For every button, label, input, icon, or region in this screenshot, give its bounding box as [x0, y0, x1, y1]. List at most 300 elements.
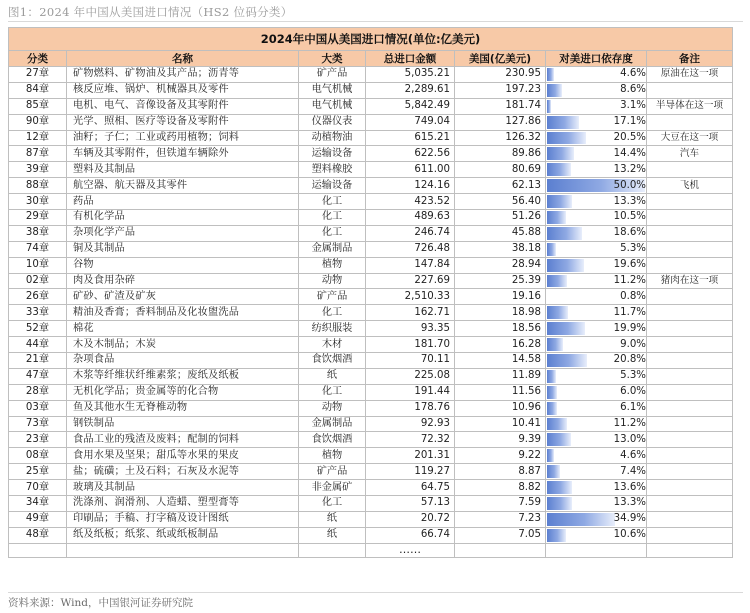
header-total: 总进口金额 [366, 51, 455, 67]
dependency-bar [547, 418, 567, 431]
table-row [9, 273, 733, 289]
table-row [9, 384, 733, 400]
cell-total-import: 64.75 [366, 480, 455, 496]
dependency-value: 19.6% [613, 259, 646, 271]
import-table [8, 27, 733, 558]
cell-total-import: 726.48 [366, 241, 455, 257]
title-divider [8, 21, 743, 22]
cell-dependency [546, 114, 647, 130]
dependency-bar [547, 116, 579, 129]
cell-dependency [546, 194, 647, 210]
table-row [9, 527, 733, 543]
cell-us-import: 11.89 [455, 368, 546, 384]
cell-name: 药品 [67, 194, 299, 210]
cell-us-import: 28.94 [455, 257, 546, 273]
dependency-value: 11.2% [613, 418, 646, 430]
ellipsis-row [9, 543, 733, 557]
header-name: 名称 [67, 51, 299, 67]
cell-chapter: 52章 [9, 321, 67, 337]
table-row [9, 67, 733, 83]
cell-chapter: 47章 [9, 368, 67, 384]
dependency-value: 4.6% [620, 449, 646, 461]
cell-us-import: 14.58 [455, 353, 546, 369]
cell-us-import: 18.56 [455, 321, 546, 337]
dependency-value: 6.0% [620, 386, 646, 398]
cell-chapter: 70章 [9, 480, 67, 496]
cell-chapter: 10章 [9, 257, 67, 273]
cell-name: 杂项化学产品 [67, 225, 299, 241]
cell-us-import: 38.18 [455, 241, 546, 257]
cell-total-import: 622.56 [366, 146, 455, 162]
cell-chapter: 30章 [9, 194, 67, 210]
dependency-bar [547, 386, 557, 399]
dependency-value: 7.4% [620, 465, 646, 477]
dependency-bar [547, 243, 556, 256]
cell-total-import: 615.21 [366, 130, 455, 146]
dependency-value: 20.8% [613, 354, 646, 366]
cell-dependency [546, 67, 647, 83]
cell-category: 木材 [299, 337, 366, 353]
dependency-bar [547, 275, 567, 288]
cell-dependency [546, 257, 647, 273]
cell-us-import: 197.23 [455, 82, 546, 98]
figure-title: 图1：2024 年中国从美国进口情况（HS2 位码分类） [8, 5, 293, 19]
cell-total-import: 93.35 [366, 321, 455, 337]
cell-note [647, 82, 733, 98]
cell-us-import: 8.82 [455, 480, 546, 496]
cell-chapter: 12章 [9, 130, 67, 146]
cell-note [647, 368, 733, 384]
header-dependency: 对美进口依存度 [546, 51, 647, 67]
cell-note [647, 210, 733, 226]
cell-category: 化工 [299, 225, 366, 241]
cell-name: 矿砂、矿渣及矿灰 [67, 289, 299, 305]
dependency-bar [547, 354, 587, 367]
dependency-bar [547, 227, 582, 240]
cell-note [647, 480, 733, 496]
cell-category: 动植物油 [299, 130, 366, 146]
dependency-value: 0.8% [620, 290, 646, 302]
cell-note [647, 496, 733, 512]
cell-us-import: 230.95 [455, 67, 546, 83]
dependency-bar [547, 322, 585, 335]
dependency-value: 18.6% [613, 227, 646, 239]
dependency-value: 11.7% [613, 306, 646, 318]
dependency-bar [547, 306, 568, 319]
cell-chapter: 44章 [9, 337, 67, 353]
cell-total-import: 489.63 [366, 210, 455, 226]
cell-note [647, 416, 733, 432]
cell-us-import: 11.56 [455, 384, 546, 400]
cell-us-import: 7.05 [455, 527, 546, 543]
cell-note [647, 384, 733, 400]
dependency-bar [547, 402, 557, 415]
cell-chapter: 38章 [9, 225, 67, 241]
cell-category: 矿产品 [299, 289, 366, 305]
dependency-bar [547, 370, 556, 383]
dependency-value: 10.6% [613, 529, 646, 541]
dependency-bar [547, 529, 566, 542]
dependency-value: 13.3% [613, 195, 646, 207]
cell-note [647, 527, 733, 543]
cell-name: 无机化学品；贵金属等的化合物 [67, 384, 299, 400]
cell-dependency [546, 527, 647, 543]
cell-category: 食饮烟酒 [299, 432, 366, 448]
cell-name: 矿物燃料、矿物油及其产品；沥青等 [67, 67, 299, 83]
cell-chapter: 84章 [9, 82, 67, 98]
cell-dependency [546, 511, 647, 527]
cell-name: 有机化学品 [67, 210, 299, 226]
cell-total-import: 749.04 [366, 114, 455, 130]
cell-note [647, 162, 733, 178]
dependency-bar [547, 465, 560, 478]
table-row [9, 464, 733, 480]
dependency-value: 9.0% [620, 338, 646, 350]
cell-chapter: 27章 [9, 67, 67, 83]
cell-chapter: 85章 [9, 98, 67, 114]
cell-category: 矿产品 [299, 67, 366, 83]
cell-dependency [546, 289, 647, 305]
dependency-value: 10.5% [613, 211, 646, 223]
table-row [9, 480, 733, 496]
cell-note: 飞机 [647, 178, 733, 194]
cell-us-import: 89.86 [455, 146, 546, 162]
cell-note [647, 321, 733, 337]
table-row [9, 432, 733, 448]
cell-us-import: 7.23 [455, 511, 546, 527]
cell-us-import: 181.74 [455, 98, 546, 114]
cell-dependency [546, 146, 647, 162]
cell-name: 精油及香膏；香料制品及化妆盥洗品 [67, 305, 299, 321]
cell-chapter: 28章 [9, 384, 67, 400]
table-row [9, 225, 733, 241]
cell-chapter: 87章 [9, 146, 67, 162]
cell-category: 食饮烟酒 [299, 353, 366, 369]
cell-us-import: 8.87 [455, 464, 546, 480]
dependency-bar [547, 338, 563, 351]
dependency-bar [547, 68, 554, 81]
cell-dependency [546, 305, 647, 321]
cell-note: 猪肉在这一项 [647, 273, 733, 289]
cell-chapter: 03章 [9, 400, 67, 416]
cell-chapter: 74章 [9, 241, 67, 257]
table-row [9, 194, 733, 210]
cell-total-import: 2,510.33 [366, 289, 455, 305]
cell-dependency [546, 162, 647, 178]
dependency-value: 3.1% [620, 100, 646, 112]
cell-dependency [546, 464, 647, 480]
cell-dependency [546, 337, 647, 353]
header-us: 美国(亿美元) [455, 51, 546, 67]
dependency-value: 34.9% [613, 513, 646, 525]
table-title: 2024年中国从美国进口情况(单位:亿美元) [9, 28, 733, 51]
ellipsis-cell [455, 543, 546, 557]
cell-category: 植物 [299, 257, 366, 273]
cell-category: 仪器仪表 [299, 114, 366, 130]
table-row [9, 130, 733, 146]
ellipsis-cell [67, 543, 299, 557]
cell-category: 化工 [299, 384, 366, 400]
table-row [9, 448, 733, 464]
cell-us-import: 10.41 [455, 416, 546, 432]
cell-dependency [546, 98, 647, 114]
cell-note [647, 448, 733, 464]
cell-category: 纸 [299, 511, 366, 527]
cell-chapter: 48章 [9, 527, 67, 543]
cell-category: 电气机械 [299, 82, 366, 98]
cell-dependency [546, 384, 647, 400]
ellipsis-text: …… [366, 543, 455, 557]
cell-name: 钢铁制品 [67, 416, 299, 432]
dependency-value: 11.2% [613, 275, 646, 287]
cell-name: 塑料及其制品 [67, 162, 299, 178]
cell-category: 金属制品 [299, 241, 366, 257]
cell-note: 汽车 [647, 146, 733, 162]
cell-chapter: 49章 [9, 511, 67, 527]
cell-dependency [546, 210, 647, 226]
cell-category: 化工 [299, 305, 366, 321]
cell-us-import: 51.26 [455, 210, 546, 226]
cell-us-import: 16.28 [455, 337, 546, 353]
cell-dependency [546, 480, 647, 496]
dependency-bar [547, 259, 584, 272]
dependency-bar [547, 449, 554, 462]
dependency-bar [547, 147, 574, 160]
cell-category: 纸 [299, 368, 366, 384]
cell-total-import: 423.52 [366, 194, 455, 210]
cell-chapter: 21章 [9, 353, 67, 369]
cell-category: 动物 [299, 400, 366, 416]
cell-us-import: 7.59 [455, 496, 546, 512]
cell-note: 原油在这一项 [647, 67, 733, 83]
cell-chapter: 29章 [9, 210, 67, 226]
ellipsis-cell [9, 543, 67, 557]
header-note: 备注 [647, 51, 733, 67]
cell-name: 纸及纸板；纸浆、纸或纸板制品 [67, 527, 299, 543]
cell-category: 金属制品 [299, 416, 366, 432]
cell-category: 植物 [299, 448, 366, 464]
table-row [9, 496, 733, 512]
cell-note [647, 305, 733, 321]
table-row [9, 210, 733, 226]
dependency-value: 13.3% [613, 497, 646, 509]
cell-chapter: 26章 [9, 289, 67, 305]
dependency-value: 4.6% [620, 68, 646, 80]
cell-name: 铜及其制品 [67, 241, 299, 257]
cell-dependency [546, 273, 647, 289]
cell-total-import: 92.93 [366, 416, 455, 432]
cell-total-import: 124.16 [366, 178, 455, 194]
dependency-value: 13.0% [613, 433, 646, 445]
cell-name: 谷物 [67, 257, 299, 273]
cell-note [647, 432, 733, 448]
header-row [9, 51, 733, 67]
cell-chapter: 73章 [9, 416, 67, 432]
cell-us-import: 25.39 [455, 273, 546, 289]
table-row [9, 178, 733, 194]
cell-category: 化工 [299, 210, 366, 226]
cell-total-import: 57.13 [366, 496, 455, 512]
cell-total-import: 225.08 [366, 368, 455, 384]
cell-note [647, 257, 733, 273]
cell-name: 肉及食用杂碎 [67, 273, 299, 289]
table-row [9, 305, 733, 321]
cell-note: 大豆在这一项 [647, 130, 733, 146]
source-note: 资料来源：Wind，中国银河证券研究院 [8, 597, 193, 609]
cell-us-import: 127.86 [455, 114, 546, 130]
cell-us-import: 62.13 [455, 178, 546, 194]
dependency-value: 13.6% [613, 481, 646, 493]
cell-name: 光学、照相、医疗等设备及零附件 [67, 114, 299, 130]
cell-total-import: 119.27 [366, 464, 455, 480]
cell-dependency [546, 225, 647, 241]
cell-note [647, 337, 733, 353]
cell-chapter: 08章 [9, 448, 67, 464]
cell-name: 鱼及其他水生无脊椎动物 [67, 400, 299, 416]
source-divider [8, 592, 743, 593]
dependency-value: 50.0% [613, 179, 646, 191]
cell-total-import: 191.44 [366, 384, 455, 400]
dependency-value: 14.4% [613, 147, 646, 159]
cell-category: 动物 [299, 273, 366, 289]
cell-note [647, 464, 733, 480]
cell-name: 车辆及其零附件，但铁道车辆除外 [67, 146, 299, 162]
cell-dependency [546, 321, 647, 337]
cell-us-import: 45.88 [455, 225, 546, 241]
dependency-bar [547, 132, 586, 145]
cell-note [647, 511, 733, 527]
cell-category: 塑料橡胶 [299, 162, 366, 178]
cell-category: 运输设备 [299, 178, 366, 194]
cell-name: 棉花 [67, 321, 299, 337]
cell-total-import: 5,035.21 [366, 67, 455, 83]
cell-name: 油籽；子仁；工业或药用植物；饲料 [67, 130, 299, 146]
cell-chapter: 34章 [9, 496, 67, 512]
cell-dependency [546, 416, 647, 432]
cell-name: 盐；硫磺；土及石料；石灰及水泥等 [67, 464, 299, 480]
header-category: 大类 [299, 51, 366, 67]
cell-category: 运输设备 [299, 146, 366, 162]
cell-us-import: 10.96 [455, 400, 546, 416]
cell-dependency [546, 130, 647, 146]
cell-category: 化工 [299, 194, 366, 210]
import-table-container [8, 27, 732, 558]
cell-category: 电气机械 [299, 98, 366, 114]
dependency-bar [547, 481, 572, 494]
dependency-bar [547, 163, 571, 176]
cell-name: 玻璃及其制品 [67, 480, 299, 496]
cell-us-import: 9.39 [455, 432, 546, 448]
table-body [9, 67, 733, 558]
dependency-bar [547, 195, 572, 208]
dependency-value: 13.2% [613, 163, 646, 175]
ellipsis-cell [299, 543, 366, 557]
cell-chapter: 33章 [9, 305, 67, 321]
cell-category: 纸 [299, 527, 366, 543]
cell-dependency [546, 241, 647, 257]
table-row [9, 368, 733, 384]
table-row [9, 162, 733, 178]
cell-name: 洗涤剂、润滑剂、人造蜡、塑型膏等 [67, 496, 299, 512]
table-row [9, 241, 733, 257]
cell-dependency [546, 178, 647, 194]
cell-note [647, 400, 733, 416]
cell-total-import: 2,289.61 [366, 82, 455, 98]
cell-total-import: 66.74 [366, 527, 455, 543]
table-row [9, 353, 733, 369]
cell-chapter: 25章 [9, 464, 67, 480]
cell-note [647, 289, 733, 305]
cell-chapter: 90章 [9, 114, 67, 130]
cell-total-import: 162.71 [366, 305, 455, 321]
table-row [9, 98, 733, 114]
cell-total-import: 5,842.49 [366, 98, 455, 114]
cell-us-import: 56.40 [455, 194, 546, 210]
cell-category: 矿产品 [299, 464, 366, 480]
cell-note [647, 114, 733, 130]
cell-category: 化工 [299, 496, 366, 512]
cell-name: 电机、电气、音像设备及其零附件 [67, 98, 299, 114]
dependency-bar [547, 433, 571, 446]
dependency-value: 5.3% [620, 370, 646, 382]
cell-chapter: 39章 [9, 162, 67, 178]
cell-total-import: 178.76 [366, 400, 455, 416]
cell-total-import: 147.84 [366, 257, 455, 273]
table-row [9, 82, 733, 98]
cell-total-import: 72.32 [366, 432, 455, 448]
cell-total-import: 246.74 [366, 225, 455, 241]
cell-name: 航空器、航天器及其零件 [67, 178, 299, 194]
cell-name: 杂项食品 [67, 353, 299, 369]
dependency-bar [547, 100, 551, 113]
cell-dependency [546, 400, 647, 416]
dependency-value: 19.9% [613, 322, 646, 334]
table-row [9, 511, 733, 527]
ellipsis-cell [546, 543, 647, 557]
cell-category: 纺织服装 [299, 321, 366, 337]
table-row [9, 257, 733, 273]
cell-chapter: 02章 [9, 273, 67, 289]
dependency-bar [547, 497, 572, 510]
cell-chapter: 88章 [9, 178, 67, 194]
cell-category: 非金属矿 [299, 480, 366, 496]
cell-total-import: 201.31 [366, 448, 455, 464]
cell-dependency [546, 448, 647, 464]
table-row [9, 416, 733, 432]
header-chapter: 分类 [9, 51, 67, 67]
cell-name: 食品工业的残渣及废料；配制的饲料 [67, 432, 299, 448]
dependency-value: 6.1% [620, 402, 646, 414]
cell-us-import: 19.16 [455, 289, 546, 305]
table-row [9, 289, 733, 305]
cell-chapter: 23章 [9, 432, 67, 448]
table-row [9, 337, 733, 353]
table-row [9, 146, 733, 162]
cell-total-import: 227.69 [366, 273, 455, 289]
cell-note [647, 353, 733, 369]
cell-us-import: 9.22 [455, 448, 546, 464]
cell-name: 核反应堆、锅炉、机械器具及零件 [67, 82, 299, 98]
cell-dependency [546, 496, 647, 512]
cell-name: 印刷品；手稿、打字稿及设计图纸 [67, 511, 299, 527]
cell-name: 木及木制品；木炭 [67, 337, 299, 353]
cell-note [647, 241, 733, 257]
cell-total-import: 611.00 [366, 162, 455, 178]
dependency-bar [547, 211, 566, 224]
dependency-value: 8.6% [620, 84, 646, 96]
dependency-value: 20.5% [613, 132, 646, 143]
cell-name: 木浆等纤维状纤维素浆；废纸及纸板 [67, 368, 299, 384]
